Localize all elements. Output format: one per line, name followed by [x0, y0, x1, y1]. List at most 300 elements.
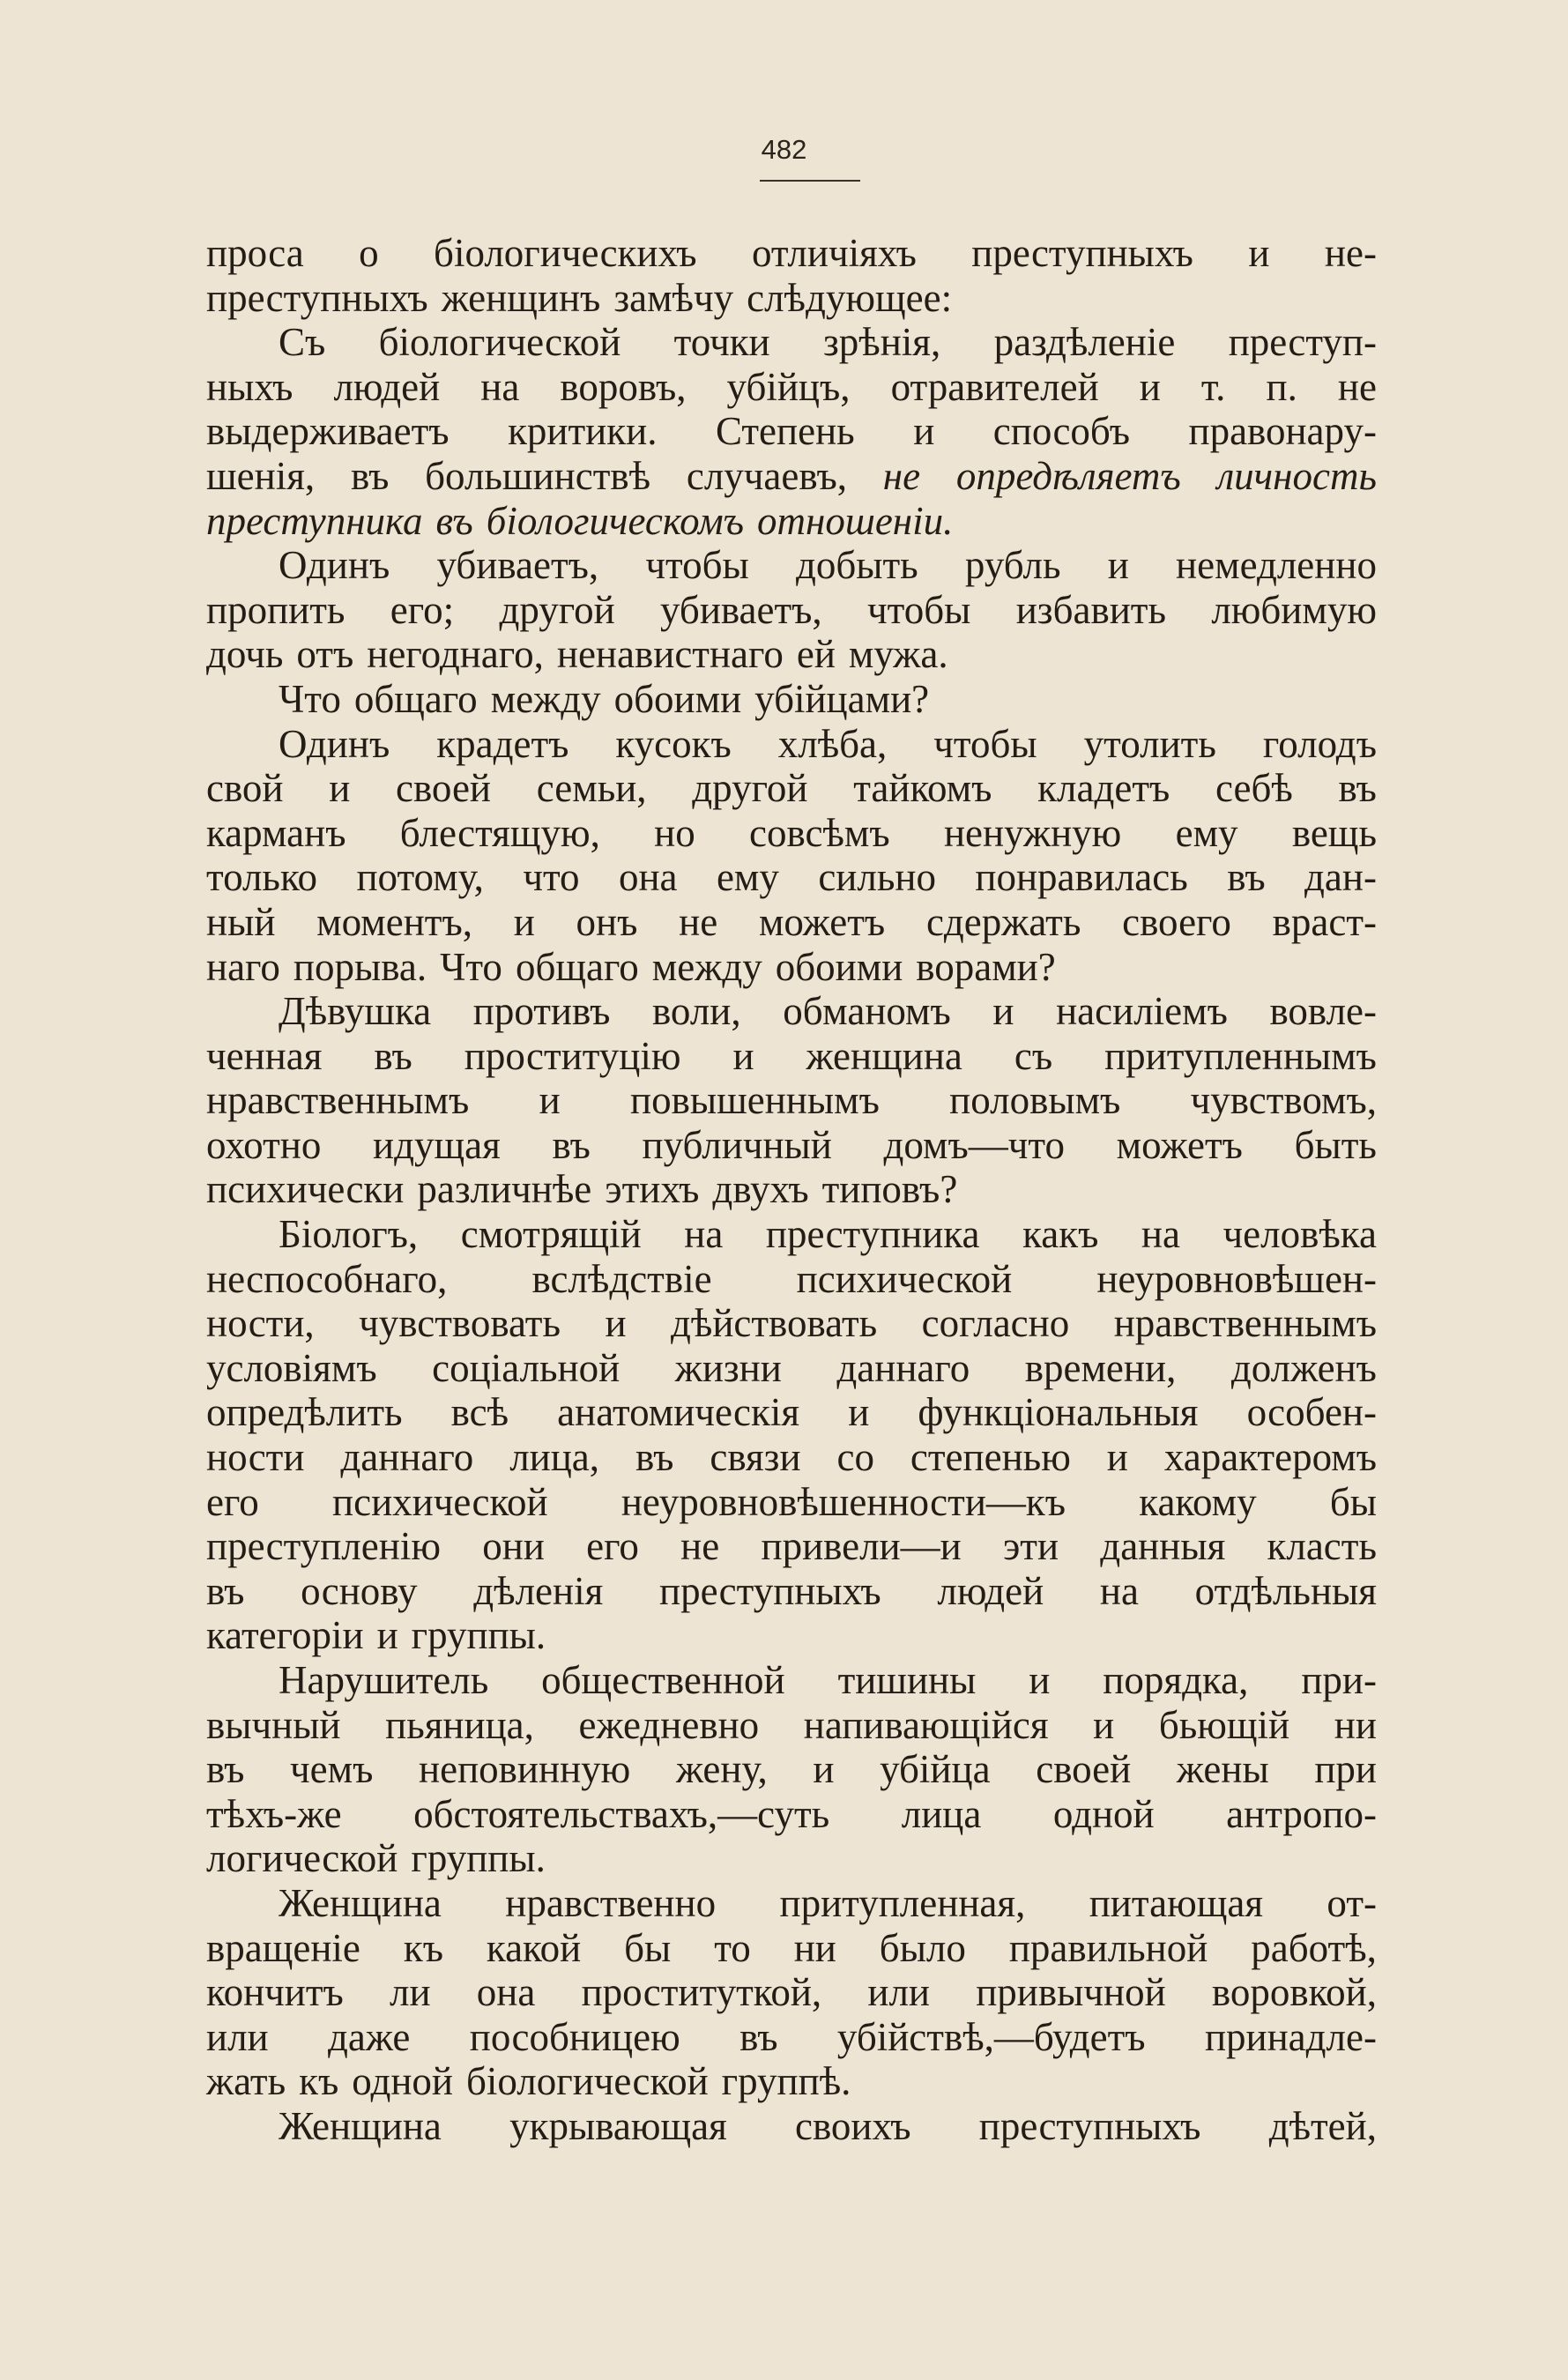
word: ворами? — [916, 944, 1056, 989]
word: шенія, — [206, 453, 316, 498]
word: при- — [1301, 1658, 1377, 1702]
word: чемъ — [290, 1747, 374, 1792]
word: группы. — [411, 1836, 546, 1881]
text-line — [206, 320, 1377, 365]
word: кусокъ — [615, 721, 732, 766]
word: согласно — [921, 1301, 1070, 1346]
word: двухъ — [712, 1167, 809, 1212]
text-line — [206, 945, 1377, 990]
page-number-rule — [760, 180, 860, 182]
word: не — [1337, 364, 1377, 409]
word: неуровновѣшен- — [1096, 1256, 1377, 1301]
word: ненужную — [943, 810, 1122, 855]
word: повышеннымъ — [630, 1078, 880, 1123]
word: въ — [350, 453, 390, 498]
word: психической — [796, 1256, 1013, 1301]
word: ли — [390, 1970, 431, 2015]
text-line — [206, 1836, 1377, 1881]
word: людей — [333, 364, 441, 409]
word: общаго — [515, 944, 639, 989]
word: она — [476, 1970, 536, 2015]
word: крадетъ — [436, 721, 569, 766]
word: семьи, — [536, 766, 647, 811]
word: даннаго — [340, 1435, 474, 1480]
word: характеромъ — [1163, 1435, 1377, 1480]
word: ченная — [206, 1033, 323, 1078]
word: воровъ, — [560, 364, 687, 409]
word: отъ — [296, 632, 354, 677]
word: какъ — [1022, 1212, 1099, 1257]
text-line — [206, 499, 1377, 544]
word: ности, — [206, 1301, 315, 1346]
word: условіямъ — [206, 1345, 377, 1390]
word: отравителей — [890, 364, 1099, 409]
word: функціональныя — [918, 1390, 1199, 1435]
word: ему — [716, 855, 779, 900]
word: привели—и — [761, 1524, 962, 1569]
word: чтобы — [933, 721, 1037, 766]
word: кончитъ — [206, 1970, 344, 2015]
word: связи — [710, 1435, 801, 1480]
word: ни — [1334, 1702, 1377, 1747]
word: людей — [937, 1568, 1044, 1613]
word: порядка, — [1103, 1658, 1249, 1702]
word: можетъ — [758, 899, 886, 944]
word: преступ- — [1228, 320, 1377, 365]
word: особен- — [1246, 1390, 1377, 1435]
word: онъ — [576, 899, 638, 944]
text-line — [206, 1390, 1377, 1435]
text-line — [206, 2015, 1377, 2060]
word: группѣ. — [721, 2059, 851, 2104]
word: от- — [1326, 1880, 1377, 1925]
word: или — [206, 2014, 269, 2059]
word: психической — [332, 1479, 548, 1524]
word: всѣ — [450, 1390, 509, 1435]
word: въ — [206, 1747, 245, 1792]
word: къ — [403, 1925, 443, 1970]
word: ей — [796, 632, 836, 677]
word: способъ — [992, 409, 1130, 454]
word: группы. — [411, 1613, 546, 1658]
word: питающая — [1089, 1880, 1264, 1925]
word: даннаго — [836, 1345, 970, 1390]
word: въ — [635, 1435, 674, 1480]
word: проституткой, — [581, 1970, 822, 2015]
word: случаевъ, — [686, 453, 847, 498]
text-line — [206, 2059, 1377, 2104]
word: Женщина — [279, 2103, 442, 2148]
word: немедленно — [1176, 543, 1377, 588]
word: Что — [279, 676, 341, 721]
word: ненавистнаго — [556, 632, 784, 677]
word: ему — [1175, 810, 1238, 855]
word: привычной — [976, 1970, 1166, 2015]
word: что — [523, 855, 580, 900]
word: даже — [328, 2014, 411, 2059]
word: опредѣлить — [206, 1390, 403, 1435]
word: своихъ — [795, 2103, 911, 2148]
word: раздѣленіе — [993, 320, 1176, 365]
word: Одинъ — [279, 543, 390, 588]
word: типовъ? — [821, 1167, 958, 1212]
page-number: 482 — [761, 134, 807, 165]
word: идущая — [372, 1122, 501, 1167]
word: работѣ, — [1251, 1925, 1377, 1970]
word: можетъ — [1116, 1122, 1243, 1167]
word: проституцію — [464, 1033, 681, 1078]
text-line — [206, 1257, 1377, 1302]
text-line — [206, 811, 1377, 856]
word: Одинъ — [279, 721, 390, 766]
word: и — [813, 1747, 835, 1792]
word: бы — [624, 1925, 672, 1970]
text-line — [206, 1792, 1377, 1837]
word: неспособнаго, — [206, 1256, 448, 1301]
word: при — [1314, 1747, 1377, 1792]
word: біологическомъ — [486, 498, 745, 543]
word: не — [679, 899, 718, 944]
word: и — [605, 1301, 627, 1346]
word: точки — [673, 320, 770, 365]
word: ный — [206, 899, 276, 944]
word: себѣ — [1215, 766, 1293, 811]
word: рубль — [964, 543, 1061, 588]
word: въ — [739, 2014, 778, 2059]
word: правонару- — [1188, 409, 1377, 454]
word: ежедневно — [578, 1702, 760, 1747]
word: со — [836, 1435, 874, 1480]
word: и — [992, 989, 1014, 1034]
word: Съ — [279, 320, 326, 365]
word: на — [684, 1212, 724, 1257]
word: сдержать — [925, 899, 1081, 944]
word: о — [359, 231, 379, 275]
text-line — [206, 588, 1377, 633]
word: соціальной — [432, 1345, 621, 1390]
word: чтобы — [645, 543, 749, 588]
word: этихъ — [605, 1167, 700, 1212]
text-line — [206, 276, 1377, 321]
word: хлѣба, — [777, 721, 888, 766]
word: обоими — [613, 676, 742, 721]
text-line — [206, 1926, 1377, 1971]
word: вычный — [206, 1702, 341, 1747]
text-line — [206, 722, 1377, 767]
word: вращеніе — [206, 1925, 360, 1970]
text-line — [206, 2104, 1377, 2149]
body-text — [206, 231, 1377, 2149]
word: она — [618, 855, 678, 900]
word: и — [1139, 364, 1161, 409]
text-line — [206, 1658, 1377, 1703]
text-line — [206, 1123, 1377, 1168]
word: въ — [1338, 766, 1377, 811]
word: и — [539, 1078, 561, 1123]
word: на — [1099, 1568, 1139, 1613]
word: охотно — [206, 1122, 322, 1167]
text-line — [206, 677, 1377, 722]
word: категоріи — [206, 1613, 364, 1658]
word: быть — [1294, 1122, 1377, 1167]
word: убиваетъ, — [660, 587, 822, 632]
text-line — [206, 1747, 1377, 1792]
text-line — [206, 1435, 1377, 1480]
word: отношеніи. — [757, 498, 954, 543]
word: замѣчу — [613, 275, 734, 320]
word: воровкой, — [1211, 1970, 1377, 2015]
word: зрѣнія, — [822, 320, 941, 365]
word: преступника — [765, 1212, 980, 1257]
text-line — [206, 231, 1377, 276]
word: и — [1107, 543, 1129, 588]
text-line — [206, 989, 1377, 1034]
word: основу — [301, 1568, 418, 1613]
word: вещь — [1291, 810, 1377, 855]
word: пособницею — [469, 2014, 680, 2059]
word: жены — [1176, 1747, 1269, 1792]
word: сильно — [818, 855, 936, 900]
word: данныя — [1100, 1524, 1226, 1569]
word: карманъ — [206, 810, 346, 855]
word: Что — [440, 944, 502, 989]
word: Степень — [715, 409, 855, 454]
word: не — [882, 453, 921, 498]
text-line — [206, 365, 1377, 410]
word: притупленная, — [779, 1880, 1026, 1925]
word: потому, — [356, 855, 484, 900]
text-line — [206, 632, 1377, 677]
text-line — [206, 409, 1377, 454]
word: критики. — [508, 409, 658, 454]
word: своего — [1122, 899, 1231, 944]
word: укрывающая — [509, 2103, 727, 2148]
word: но — [654, 810, 695, 855]
word: ныхъ — [206, 364, 294, 409]
text-line — [206, 1078, 1377, 1123]
text-line — [206, 1613, 1377, 1658]
text-line — [206, 900, 1377, 945]
word: лица — [901, 1791, 982, 1836]
text-line — [206, 1167, 1377, 1212]
word: преступленію — [206, 1524, 441, 1569]
word: напивающійся — [803, 1702, 1049, 1747]
text-line — [206, 1881, 1377, 1926]
word: отличіяхъ — [751, 231, 917, 275]
word: тишины — [837, 1658, 977, 1702]
word: добыть — [795, 543, 918, 588]
word: принадле- — [1204, 2014, 1377, 2059]
word: блестящую, — [399, 810, 600, 855]
word: и — [513, 899, 535, 944]
word: притупленнымъ — [1104, 1033, 1377, 1078]
word: и — [1106, 1435, 1128, 1480]
word: было — [879, 1925, 966, 1970]
word: дочь — [206, 632, 284, 677]
word: порыва. — [293, 944, 427, 989]
word: долженъ — [1230, 1345, 1377, 1390]
word: его; — [390, 587, 455, 632]
word: убиваетъ, — [436, 543, 599, 588]
word: въ — [374, 1033, 412, 1078]
word: одной — [352, 2059, 453, 2104]
word: отдѣльныя — [1194, 1568, 1377, 1613]
word: и — [848, 1390, 870, 1435]
word: бы — [1329, 1479, 1377, 1524]
word: тѣхъ-же — [206, 1791, 342, 1836]
word: чувствомъ, — [1190, 1078, 1377, 1123]
word: преступныхъ — [659, 1568, 881, 1613]
word: чувствовать — [359, 1301, 561, 1346]
word: проса — [206, 231, 304, 275]
word: большинствѣ — [425, 453, 651, 498]
text-line — [206, 1301, 1377, 1346]
word: или — [867, 1970, 930, 2015]
word: класть — [1267, 1524, 1377, 1569]
word: одной — [1052, 1791, 1155, 1836]
word: пьяница, — [385, 1702, 534, 1747]
word: вслѣдствіе — [531, 1256, 712, 1301]
word: и — [913, 409, 935, 454]
text-line — [206, 1212, 1377, 1257]
word: и — [732, 1033, 754, 1078]
word: въ — [206, 1568, 245, 1613]
word: свой — [206, 766, 284, 811]
word: женщинъ — [441, 275, 601, 320]
word: Женщина — [279, 1880, 442, 1925]
word: и — [329, 766, 351, 811]
word: между — [651, 944, 762, 989]
word: жизни — [674, 1345, 782, 1390]
word: эти — [1002, 1524, 1059, 1569]
word: убійцъ, — [726, 364, 851, 409]
word: тайкомъ — [853, 766, 992, 811]
word: и — [1093, 1702, 1115, 1747]
word: общаго — [353, 676, 478, 721]
word: преступника — [206, 498, 423, 543]
word: къ — [299, 2059, 339, 2104]
word: наго — [206, 944, 280, 989]
word: своей — [396, 766, 492, 811]
text-line — [206, 1703, 1377, 1748]
word: воли, — [651, 989, 741, 1034]
word: жену, — [675, 1747, 768, 1792]
word: на — [1141, 1212, 1180, 1257]
word: голодъ — [1262, 721, 1377, 766]
word: моментъ, — [316, 899, 472, 944]
word: біологическихъ — [434, 231, 697, 275]
word: нравственно — [505, 1880, 717, 1925]
word: какой — [486, 1925, 582, 1970]
word: чтобы — [867, 587, 971, 632]
text-line — [206, 454, 1377, 499]
word: степенью — [910, 1435, 1071, 1480]
word: дѣтей, — [1268, 2103, 1377, 2148]
word: обоими — [775, 944, 903, 989]
word: дѣленія — [473, 1568, 604, 1613]
word: психически — [206, 1167, 405, 1212]
word: ни — [793, 1925, 836, 1970]
word: въ — [1227, 855, 1266, 900]
word: смотрящій — [460, 1212, 642, 1257]
word: п. — [1266, 364, 1297, 409]
word: своей — [1036, 1747, 1132, 1792]
word: другой — [499, 587, 615, 632]
word: то — [714, 1925, 751, 1970]
word: и — [1029, 1658, 1051, 1702]
word: неуровновѣшенности—къ — [621, 1479, 1066, 1524]
word: между — [490, 676, 601, 721]
word: обстоятельствахъ,—суть — [413, 1791, 830, 1836]
word: домъ—что — [883, 1122, 1066, 1167]
text-line — [206, 766, 1377, 811]
word: вовле- — [1269, 989, 1377, 1034]
word: убійствѣ,—будетъ — [836, 2014, 1146, 2059]
word: біологической — [378, 320, 621, 365]
word: времени, — [1024, 1345, 1177, 1390]
word: ности — [206, 1435, 305, 1480]
word: преступныхъ — [206, 275, 428, 320]
word: антропо- — [1226, 1791, 1377, 1836]
word: неповинную — [419, 1747, 631, 1792]
word: опредѣляетъ — [955, 453, 1181, 498]
word: насиліемъ — [1056, 989, 1228, 1034]
text-line — [206, 543, 1377, 588]
word: другой — [692, 766, 808, 811]
word: и — [376, 1613, 398, 1658]
word: только — [206, 855, 318, 900]
word: бьющій — [1158, 1702, 1290, 1747]
word: его — [206, 1479, 259, 1524]
word: какому — [1139, 1479, 1257, 1524]
text-line — [206, 1346, 1377, 1391]
word: слѣдующее: — [747, 275, 953, 320]
word: біологической — [466, 2059, 709, 2104]
word: и — [1248, 231, 1270, 275]
word: т. — [1200, 364, 1226, 409]
word: женщина — [806, 1033, 962, 1078]
word: различнѣе — [417, 1167, 592, 1212]
word: логической — [206, 1836, 398, 1881]
word: правильной — [1008, 1925, 1208, 1970]
text-line — [206, 1034, 1377, 1079]
word: пропить — [206, 587, 346, 632]
word: анатомическія — [557, 1390, 800, 1435]
word: нравственнымъ — [1113, 1301, 1377, 1346]
word: въ — [552, 1122, 591, 1167]
word: кладетъ — [1037, 766, 1170, 811]
word: они — [482, 1524, 545, 1569]
word: убійца — [880, 1747, 991, 1792]
text-line — [206, 855, 1377, 900]
word: совсѣмъ — [749, 810, 890, 855]
word: жать — [206, 2059, 286, 2104]
word: враст- — [1272, 899, 1377, 944]
word: половымъ — [949, 1078, 1121, 1123]
word: понравилась — [975, 855, 1188, 900]
word: преступныхъ — [971, 231, 1193, 275]
word: убійцами? — [754, 676, 930, 721]
word: противъ — [472, 989, 611, 1034]
word: мужа. — [848, 632, 948, 677]
word: дан- — [1304, 855, 1377, 900]
word: нравственнымъ — [206, 1078, 470, 1123]
word: не- — [1324, 231, 1377, 275]
word: не — [680, 1524, 720, 1569]
word: человѣка — [1222, 1212, 1377, 1257]
text-line — [206, 1970, 1377, 2015]
word: лица, — [509, 1435, 600, 1480]
